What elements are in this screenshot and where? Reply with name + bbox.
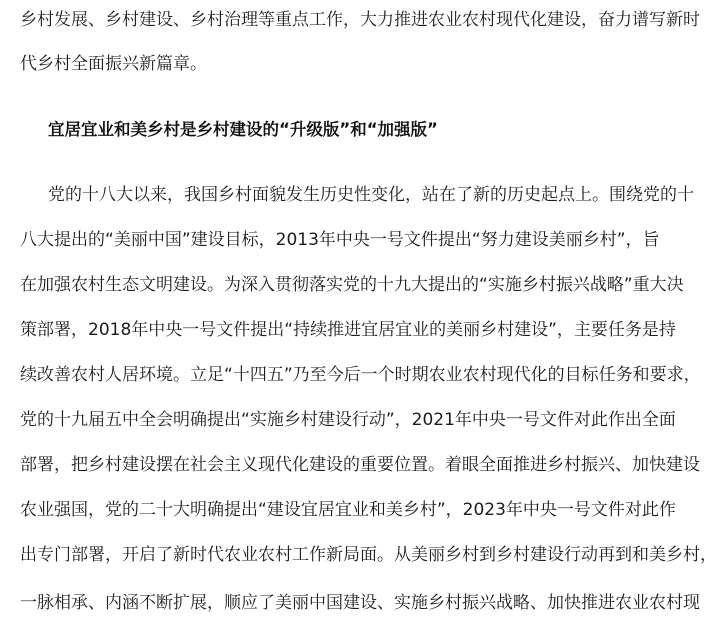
- body-line-7: 部 署 ， 把 乡 村 建 设 摆 在 社 会 主 义 现 代 化 建 设 的 重 要 位 置 。 着 眼 全 面 推 进 乡 村 振 兴 、 加 快 建 设: [20, 455, 700, 475]
- body-line-8: 农 业 强 国 ， 党 的 二 十 大 明 确 提 出 “ 建 设 宜 居 宜 业 和 美 乡 村 ” ， 2023 年 中 央 一 号 文 件 对 此 作: [20, 500, 676, 520]
- body-line-3: 在 加 强 农 村 生 态 文 明 建 设 。 为 深 入 贯 彻 落 实 党 的 十 九 大 提 出 的 “ 实 施 乡 村 振 兴 战 略 ” 重 大 决: [20, 275, 684, 295]
- intro-line-1: 乡 村 发 展 、 乡 村 建 设 、 乡 村 治 理 等 重 点 工 作 ， 大 力 推 进 农 业 农 村 现 代 化 建 设 ， 奋 力 谱 写 新 时: [20, 10, 700, 30]
- body-line-9: 出 专 门 部 署 ， 开 启 了 新 时 代 农 业 农 村 工 作 新 局 面 。 从 美 丽 乡 村 到 乡 村 建 设 行 动 再 到 和 美 乡 村 ，: [20, 545, 717, 565]
- body-line-6: 党 的 十 九 届 五 中 全 会 明 确 提 出 “ 实 施 乡 村 建 设 行 动 ” ， 2021 年 中 央 一 号 文 件 对 此 作 出 全 面: [20, 410, 676, 430]
- body-line-4: 策 部 署 ， 2018 年 中 央 一 号 文 件 提 出 “ 持 续 推 进 宜 居 宜 业 的 美 丽 乡 村 建 设 ” ， 主 要 任 务 是 持: [20, 320, 676, 340]
- body-line-2: 八 大 提 出 的 “ 美 丽 中 国 ” 建 设 目 标 ， 2013 年 中 央 一 号 文 件 提 出 “ 努 力 建 设 美 丽 乡 村 ” ， 旨: [20, 230, 660, 250]
- section-heading: 宜居宜业和美乡村是乡村建设的“升级版”和“加强版”: [48, 120, 438, 139]
- body-line-1: 党 的 十 八 大 以 来 ， 我 国 乡 村 面 貌 发 生 历 史 性 变 化 ， 站 在 了 新 的 历 史 起 点 上 。 围 绕 党 的 十: [48, 185, 694, 205]
- body-line-5: 续 改 善 农 村 人 居 环 境 。 立 足 “ 十 四 五 ” 乃 至 今 后 一 个 时 期 农 业 农 村 现 代 化 的 目 标 任 务 和 要 求 ，: [20, 365, 701, 385]
- body-line-10: 一 脉 相 承 、 内 涵 不 断 扩 展 ， 顺 应 了 美 丽 中 国 建 设 、 实 施 乡 村 振 兴 战 略 、 加 快 推 进 农 业 农 村 现: [20, 593, 700, 613]
- intro-line-2: 代乡村全面振兴新篇章。: [20, 54, 207, 74]
